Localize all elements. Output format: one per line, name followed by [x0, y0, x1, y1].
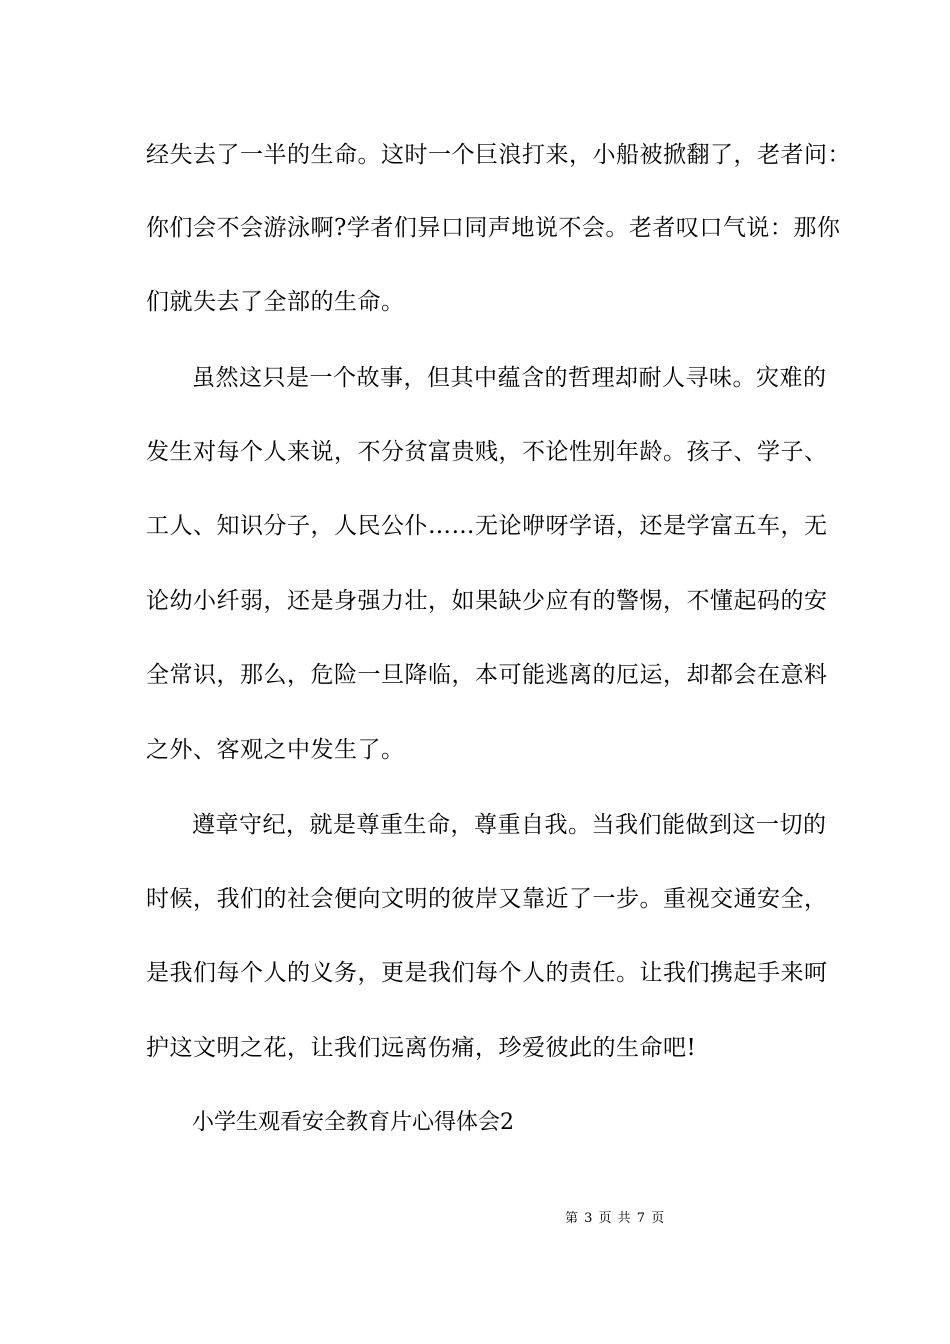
- text-line: 护这文明之花，让我们远离伤痛，珍爱彼此的生命吧!: [146, 1035, 697, 1061]
- text-line: 是我们每个人的义务，更是我们每个人的责任。让我们携起手来呵: [146, 960, 828, 986]
- text-line: 全常识，那么，危险一旦降临，本可能逃离的厄运，却都会在意料: [146, 662, 828, 688]
- text-line: 虽然这只是一个故事，但其中蕴含的哲理却耐人寻味。灾难的: [192, 365, 827, 391]
- text-line: 工人、知识分子，人民公仆……无论咿呀学语，还是学富五车，无: [146, 513, 828, 539]
- text-line: 之外、客观之中发生了。: [146, 737, 405, 763]
- text-line: 发生对每个人来说，不分贫富贵贱，不论性别年龄。孩子、学子、: [146, 439, 828, 465]
- text-line: 时候，我们的社会便向文明的彼岸又靠近了一步。重视交通安全，: [146, 886, 828, 912]
- text-line: 你们会不会游泳啊?学者们异口同声地说不会。老者叹口气说：那你: [146, 215, 841, 241]
- text-line: 们就失去了全部的生命。: [146, 289, 405, 315]
- page-footer: 第 3 页 共 7 页: [565, 1211, 666, 1226]
- text-line: 遵章守纪，就是尊重生命，尊重自我。当我们能做到这一切的: [192, 812, 827, 838]
- text-line: 论幼小纤弱，还是身强力壮，如果缺少应有的警惕，不懂起码的安: [146, 588, 828, 614]
- text-line: 经失去了一半的生命。这时一个巨浪打来，小船被掀翻了，老者问：: [146, 142, 851, 168]
- section-heading: 小学生观看安全教育片心得体会2: [192, 1110, 514, 1135]
